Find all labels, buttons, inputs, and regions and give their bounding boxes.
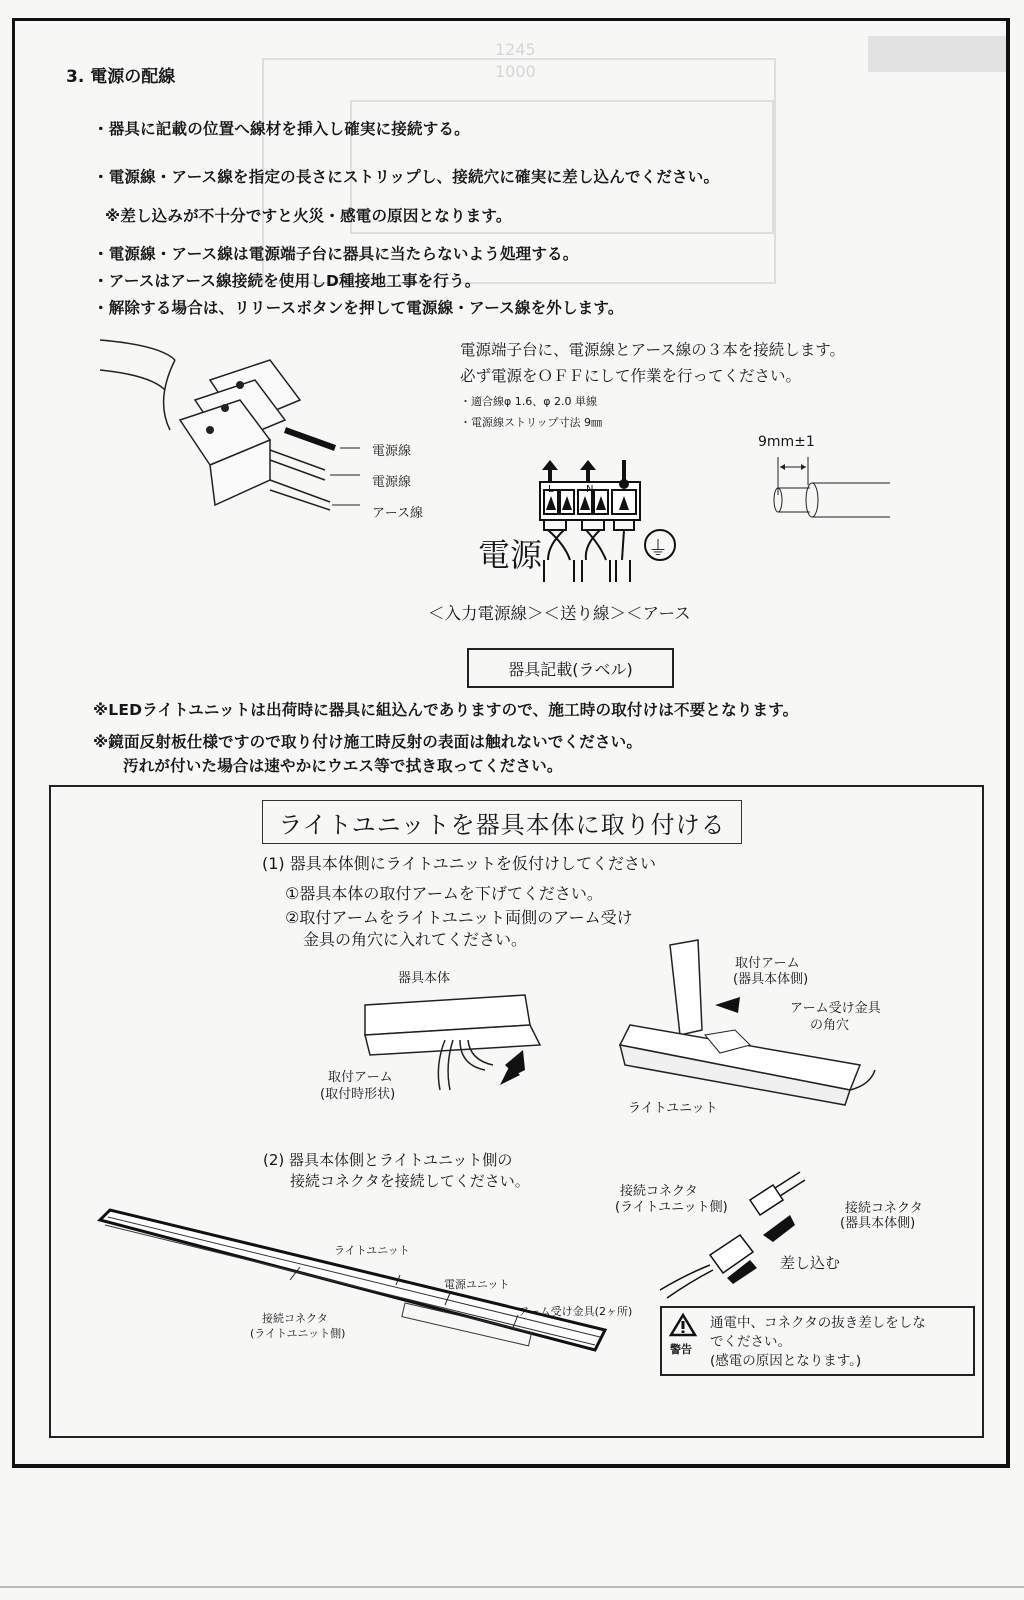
step1-sub1: ①器具本体の取付アームを下げてください。	[285, 884, 603, 903]
section-title: 3. 電源の配線	[66, 67, 176, 87]
terminal-label-earth: アース線	[372, 506, 423, 521]
step1-heading: (1) 器具本体側にライトユニットを仮付けしてください	[262, 854, 656, 873]
strip-dimension: 9mm±1	[758, 434, 815, 450]
bullet-2-caution: ※差し込みが不十分ですと火災・感電の原因となります。	[105, 207, 512, 225]
wiring-caption: ＜入力電源線＞＜送り線＞＜アース	[428, 604, 691, 623]
warning-badge: 警告	[670, 1343, 692, 1356]
earth-symbol-icon: ⏚	[648, 536, 668, 560]
terminal-spec-strip: ・電源線ストリップ寸法 9㎜	[460, 416, 603, 429]
fig2-arm-label: 取付アーム	[735, 956, 800, 971]
bullet-3: ・電源線・アース線は電源端子台に器具に当たらないよう処理する。	[93, 245, 579, 263]
bullet-1: ・器具に記載の位置へ線材を挿入し確実に接続する。	[93, 120, 470, 138]
terminal-label-power-2: 電源線	[372, 475, 412, 490]
terminal-spec-wire: ・適合線φ 1.6、φ 2.0 単線	[460, 395, 597, 408]
fig3-power-unit-label: 電源ユニット	[444, 1278, 510, 1291]
warning-box	[660, 1306, 975, 1376]
terminal-note-1: 電源端子台に、電源線とアース線の３本を接続します。	[460, 341, 846, 359]
note-wipe-clean: 汚れが付いた場合は速やかにウエス等で拭き取ってください。	[123, 757, 563, 775]
wire-strip-illustration	[770, 455, 890, 535]
fig2-arm-side: (器具本体側)	[733, 972, 809, 987]
step2-heading-line1: (2) 器具本体側とライトユニット側の	[263, 1151, 513, 1169]
warning-line3: (感電の原因となります。)	[710, 1353, 862, 1369]
fig3-connector-label: 接続コネクタ	[262, 1312, 328, 1325]
fig2-receiver-line1: アーム受け金具	[790, 1001, 881, 1016]
bullet-5: ・解除する場合は、リリースボタンを押して電源線・アース線を外します。	[93, 299, 624, 317]
terminal-wiring-diagram	[530, 460, 700, 585]
step1-sub2-line1: ②取付アームをライトユニット両側のアーム受け	[285, 908, 633, 927]
label-box: 器具記載(ラベル)	[467, 648, 674, 688]
terminal-note-2: 必ず電源をＯＦＦにして作業を行ってください。	[460, 367, 802, 385]
step2-heading-line2: 接続コネクタを接続してください。	[290, 1172, 530, 1190]
ghost-dimension: 1000	[495, 62, 536, 81]
terminal-block-illustration	[100, 330, 350, 530]
power-label: 電源	[478, 536, 543, 574]
note-mirror-reflector: ※鏡面反射板仕様ですので取り付け施工時反射の表面は触れないでください。	[93, 733, 643, 751]
fig1-arm-note: (取付時形状)	[320, 1087, 396, 1102]
note-led-unit: ※LEDライトユニットは出荷時に器具に組込んでありますので、施工時の取付けは不要となります。	[93, 701, 799, 719]
fig3-connector-side: (ライトユニット側)	[250, 1327, 346, 1340]
warning-triangle-icon	[670, 1314, 696, 1336]
fig4-connector-light-side: (ライトユニット側)	[615, 1200, 728, 1215]
step1-sub2-line2: 金具の角穴に入れてください。	[303, 930, 528, 949]
bullet-2: ・電源線・アース線を指定の長さにストリップし、接続穴に確実に差し込んでください。	[93, 168, 720, 186]
terminal-label-power-1: 電源線	[372, 444, 412, 459]
warning-line1: 通電中、コネクタの抜き差しをしな	[710, 1315, 926, 1331]
fig4-connector-light: 接続コネクタ	[620, 1184, 698, 1199]
fig3-light-unit-label: ライトユニット	[334, 1244, 410, 1257]
fig4-connector-body: 接続コネクタ	[845, 1201, 923, 1216]
bullet-4: ・アースはアース線接続を使用しD種接地工事を行う。	[93, 272, 481, 290]
fig2-receiver-line2: の角穴	[810, 1018, 850, 1033]
scan-edge-line	[0, 1586, 1024, 1588]
fig1-body-label: 器具本体	[398, 971, 451, 986]
install-section-title: ライトユニットを器具本体に取り付ける	[262, 800, 742, 844]
fig4-connector-body-side: (器具本体側)	[840, 1216, 916, 1231]
fig1-arm-label: 取付アーム	[328, 1070, 393, 1085]
terminal-mark-N: N	[586, 484, 594, 495]
warning-line2: でください。	[710, 1334, 791, 1350]
ghost-dimension: 1245	[495, 40, 536, 59]
fixture-overview-illustration	[100, 1205, 610, 1375]
terminal-mark-L: L	[548, 484, 554, 495]
fig4-insert-label: 差し込む	[780, 1254, 841, 1272]
fig2-light-unit-label: ライトユニット	[628, 1101, 718, 1116]
fig3-arm-receiver-label: アーム受け金具(2ヶ所)	[518, 1305, 633, 1318]
